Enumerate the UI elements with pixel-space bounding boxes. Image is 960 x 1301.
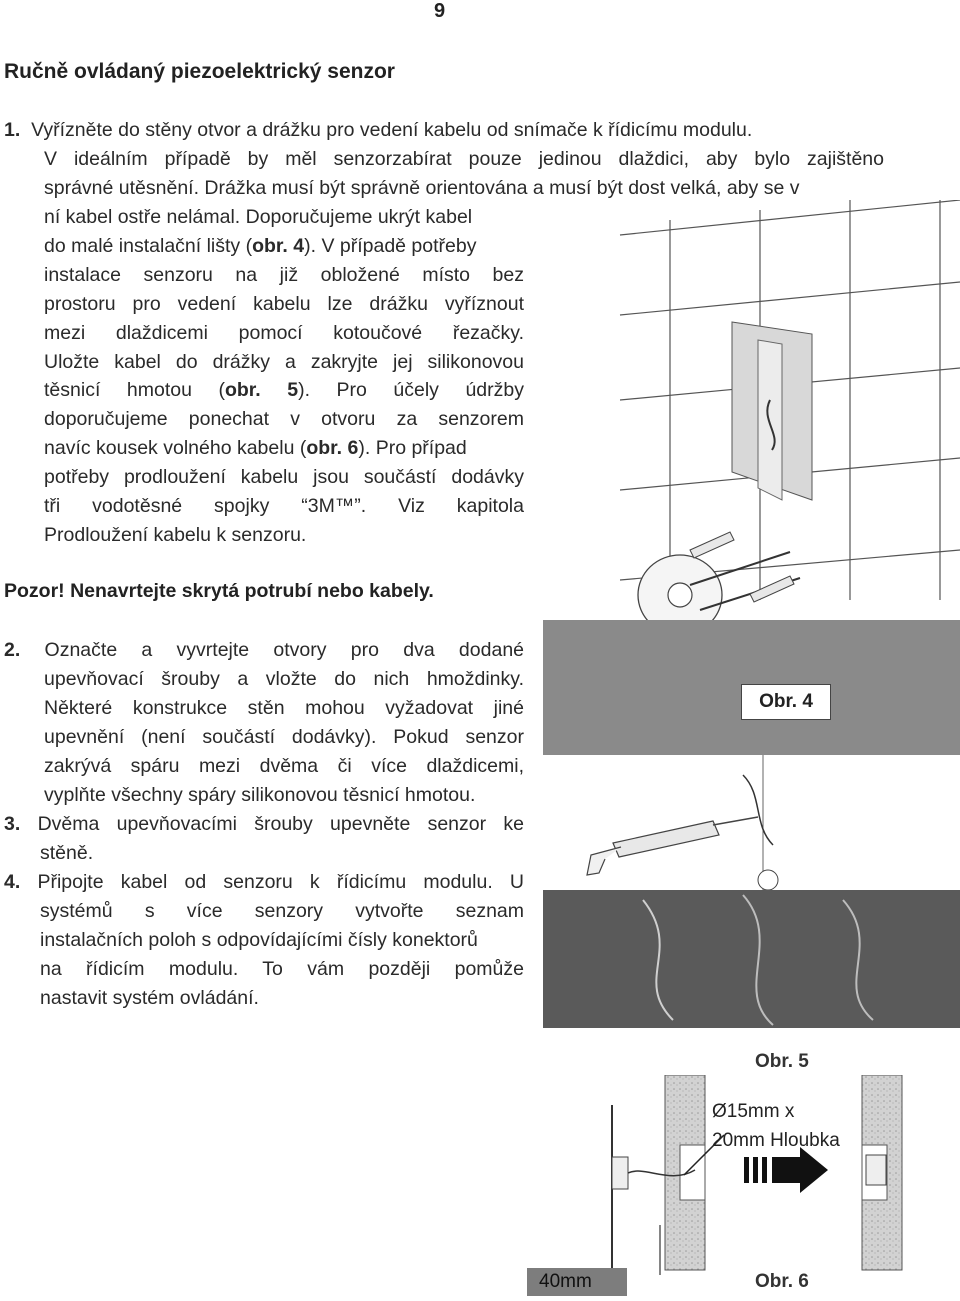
step-2-body — [44, 665, 524, 810]
step-2-number: 2. — [4, 639, 21, 661]
step-3-body — [40, 839, 93, 868]
step-1-line-10: těsnicí hmotou (obr. 5). Pro účely údržby — [44, 379, 524, 402]
step-1-line-15: Prodloužení kabelu k senzoru. — [44, 523, 307, 546]
step-4-line-1: 4. Připojte kabel od senzoru k řídicímu modulu. U — [4, 871, 524, 893]
step-1-paragraph — [4, 116, 884, 145]
step-1-line-1: 1. Vyřízněte do stěny otvor a drážku pro vedení kabelu od snímače k řídicímu modulu. — [4, 119, 753, 141]
step-4-line-2: systémů s více senzory vytvořte seznam — [40, 900, 524, 922]
step-4-line-4: na řídicím modulu. To vám později pomůže — [40, 957, 524, 980]
step-1-line-9: Uložte kabel do drážky a zakryjte jej silikonovou — [44, 350, 524, 373]
step-2-line-2: upevňovací šrouby a vložte do nich hmoždinky. — [44, 668, 524, 690]
step-1-line-5: do malé instalační lišty (obr. 4). V případě potřeby — [44, 234, 477, 257]
step-2-line-3: Některé konstrukce stěn mohou vyžadovat jiné — [44, 696, 524, 719]
step-2-line-4: upevnění (není součástí dodávky). Pokud senzor — [44, 725, 524, 748]
step-2-line-5: zakrývá spáru mezi dvěma či více dlaždicemi, — [44, 754, 524, 777]
silicone-gun-illustration — [543, 755, 960, 890]
step-2-line-1: 2. Označte a vyvrtejte otvory pro dva dodané — [4, 639, 525, 661]
step-2-line-6: vyplňte všechny spáry silikonovou těsnicí hmotou. — [44, 783, 476, 806]
warning-text: Pozor! Nenavrtejte skrytá potrubí nebo kabely. — [4, 580, 434, 602]
step-4-body — [40, 897, 524, 1013]
page-number: 9 — [434, 0, 446, 22]
step-2-paragraph — [4, 636, 524, 665]
step-1-number: 1. — [4, 119, 21, 141]
step-4-paragraph — [4, 868, 524, 897]
step-1-line-14: tři vodotěsné spojky “3M™”. Viz kapitola — [44, 495, 524, 518]
step-1-line-8: mezi dlaždicemi pomocí kotoučové řezačky. — [44, 321, 524, 344]
section-title: Ručně ovládaný piezoelektrický senzor — [4, 60, 395, 83]
fig-ref-obr6: obr. 6 — [306, 437, 359, 460]
step-1-line-7: prostoru pro vedení kabelu lze drážku vyříznout — [44, 292, 524, 315]
figure-6-caption: Obr. 6 — [755, 1271, 809, 1292]
step-4-line-5: nastavit systém ovládání. — [40, 986, 259, 1009]
step-4-number: 4. — [4, 871, 21, 893]
step-1-line-3: správné utěsnění. Drážka musí být správně orientována a musí být dost velká, aby se v — [44, 176, 800, 199]
step-1-line-11: doporučujeme ponechat v otvoru za senzorem — [44, 408, 524, 431]
step-1-line-13: potřeby prodloužení kabelu jsou součástí dodávky — [44, 466, 524, 489]
step-1-line-2: V ideálním případě by měl senzorzabírat pouze jedinou dlaždici, aby bylo zajištěno — [44, 148, 884, 170]
width-dimension-label: 40mm — [527, 1268, 627, 1296]
step-1-line-6: instalace senzoru na již obložené místo bez — [44, 263, 524, 286]
tile-wall-illustration — [520, 200, 960, 620]
diameter-label-line-1: Ø15mm x — [712, 1101, 795, 1122]
figure-5-dark-band — [543, 890, 960, 1028]
fig-ref-obr4: obr. 4 — [252, 234, 305, 257]
figure-5-caption: Obr. 5 — [755, 1051, 809, 1072]
fig-ref-obr5: obr. 5 — [224, 379, 299, 402]
step-3-paragraph — [4, 810, 524, 839]
step-1-body-narrow — [44, 203, 524, 550]
step-1-line-4: ní kabel ostře nelámal. Doporučujeme ukrýt kabel — [44, 206, 473, 228]
step-1-body — [44, 145, 884, 203]
step-3-number: 3. — [4, 813, 21, 835]
step-1-line-12: navíc kousek volného kabelu (obr. 6). Pro případ — [44, 437, 467, 460]
step-3-line-1: 3. Dvěma upevňovacími šrouby upevněte senzor ke — [4, 813, 524, 835]
figure-4-caption: Obr. 4 — [741, 684, 831, 720]
diameter-label-line-2: 20mm Hloubka — [712, 1130, 840, 1151]
step-4-line-3: instalačních poloh s odpovídajícími čísly konektorů — [40, 928, 478, 951]
step-3-line-2: stěně. — [40, 842, 94, 864]
